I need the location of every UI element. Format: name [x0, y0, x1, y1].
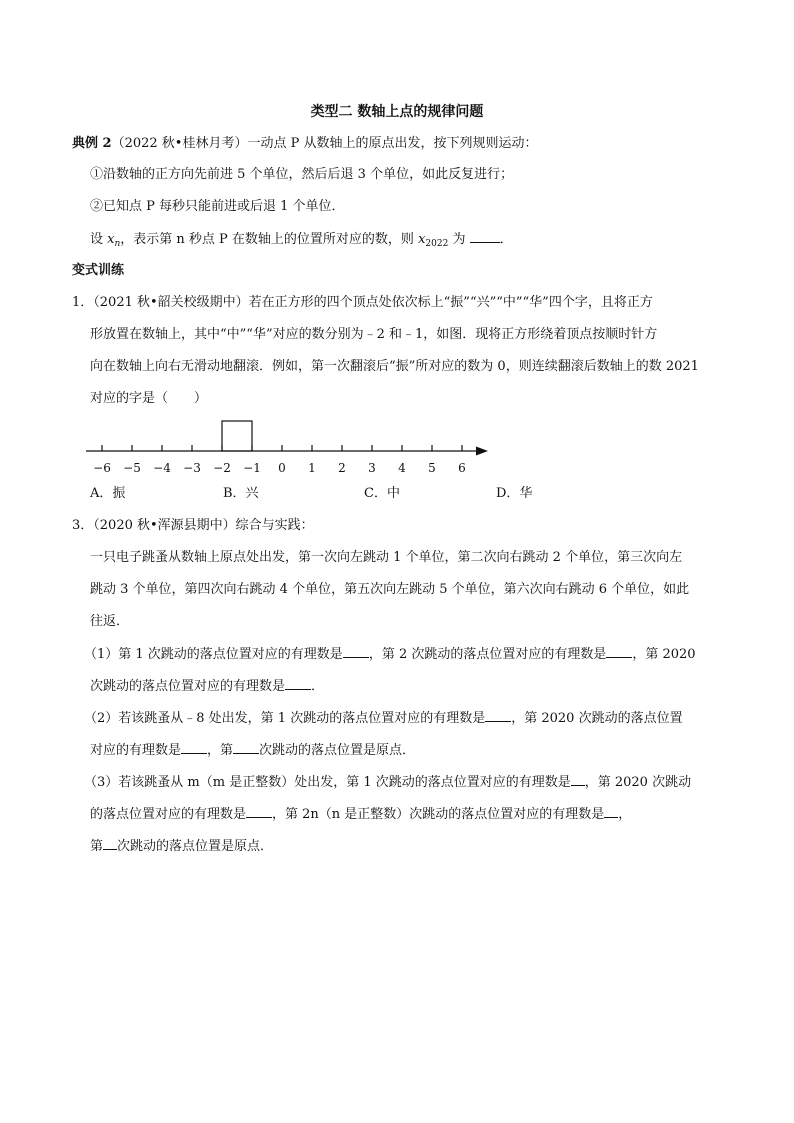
- option-d[interactable]: D．华: [496, 486, 533, 501]
- number-line-figure: [86, 412, 496, 476]
- example-label: 典例 2: [72, 136, 112, 151]
- axis-tick-label: −6: [93, 461, 111, 475]
- axis-tick-label: 4: [398, 461, 406, 475]
- problem-3-line-1: 一只电子跳蚤从数轴上原点处出发，第一次向左跳动 1 个单位，第二次向右跳动 2 个单位，第三次向左: [90, 550, 683, 565]
- problem-1-line-2: 形放置在数轴上，其中“中”“华”对应的数分别为﹣2 和﹣1，如图．现将正方形绕着顶点按顺时针方: [90, 327, 658, 342]
- problem-1-line-1: 1．（2021 秋•韶关校级期中）若在正方形的四个顶点处依次标上“振”“兴”“中”“华”四个字，且将正方: [72, 295, 653, 310]
- example-rule-2: ②已知点 P 每秒只能前进或后退 1 个单位．: [90, 199, 345, 214]
- axis-tick-label: 3: [368, 461, 376, 475]
- square-shape: [222, 421, 252, 451]
- example-rule-1: ①沿数轴的正方向先前进 5 个单位，然后后退 3 个单位，如此反复进行；: [90, 167, 514, 182]
- problem-3-q2-line-1: （2）若该跳蚤从﹣8 处出发，第 1 次跳动的落点位置对应的有理数是 ，第 2020 次跳动的落点位置: [84, 711, 683, 726]
- answer-blank: [485, 709, 511, 722]
- option-c[interactable]: C．中: [364, 486, 400, 501]
- axis-tick-label: −3: [183, 461, 201, 475]
- problem-3-q1-line-2: 次跳动的落点位置对应的有理数是 ．: [90, 679, 325, 694]
- option-b[interactable]: B．兴: [223, 486, 259, 501]
- page-title: 类型二 数轴上点的规律问题: [310, 104, 484, 120]
- axis-tick-label: −4: [153, 461, 171, 475]
- problem-1-line-3: 向在数轴上向右无滑动地翻滚．例如，第一次翻滚后“振”所对应的数为 0，则连续翻滚后数轴上的数 2021: [90, 359, 699, 374]
- axis-tick-label: −2: [213, 461, 231, 475]
- axis-tick-label: −5: [123, 461, 141, 475]
- answer-blank: [571, 773, 585, 786]
- example-question: 设 $x_n$，表示第 n 秒点 P 在数轴上的位置所对应的数，则 $x_{2022}$ 为 ．: [90, 232, 513, 249]
- answer-blank: [470, 230, 500, 243]
- axis-tick-label: 1: [308, 461, 316, 475]
- problem-3-line-2: 跳动 3 个单位，第四次向右跳动 4 个单位，第五次向左跳动 5 个单位，第六次向右跳动 6 个单位，如此: [90, 582, 690, 597]
- problem-3-q3-line-2: 的落点位置对应的有理数是 ，第 2n（n 是正整数）次跳动的落点位置对应的有理数是 ，: [90, 807, 632, 822]
- axis-tick-label: 0: [278, 461, 286, 475]
- example-source: （2022 秋•桂林月考）一动点 P 从数轴上的原点出发，按下列规则运动：: [111, 136, 538, 151]
- answer-blank: [604, 805, 618, 818]
- axis-tick-label: 6: [458, 461, 466, 475]
- answer-blank: [285, 677, 311, 690]
- problem-3-q3-line-1: （3）若该跳蚤从 m（m 是正整数）处出发，第 1 次跳动的落点位置对应的有理数是 ，第 2020 次跳动: [84, 775, 692, 790]
- answer-blank: [246, 805, 272, 818]
- problem-3-q3-line-3: 第 次跳动的落点位置是原点．: [90, 839, 274, 854]
- answer-blank: [606, 645, 632, 658]
- example-intro: [72, 135, 537, 153]
- answer-blank: [103, 837, 117, 850]
- answer-blank: [233, 741, 259, 754]
- section-heading: 变式训练: [72, 263, 125, 278]
- problem-3-q1-line-1: （1）第 1 次跳动的落点位置对应的有理数是 ，第 2 次跳动的落点位置对应的有理数是 ，第 2020: [84, 647, 696, 662]
- axis-tick-label: 2: [338, 461, 346, 475]
- answer-blank: [343, 645, 369, 658]
- problem-3-heading: 3．（2020 秋•浑源县期中）综合与实践：: [72, 518, 314, 533]
- axis-arrow: [476, 447, 488, 456]
- axis-tick-label: −1: [243, 461, 261, 475]
- problem-3-q2-line-2: 对应的有理数是 ，第 次跳动的落点位置是原点．: [90, 743, 416, 758]
- answer-blank: [181, 741, 207, 754]
- option-a[interactable]: A．振: [90, 486, 126, 501]
- problem-3-line-3: 往返．: [90, 614, 130, 629]
- problem-1-line-4: 对应的字是（ ）: [90, 391, 208, 406]
- axis-tick-label: 5: [428, 461, 436, 475]
